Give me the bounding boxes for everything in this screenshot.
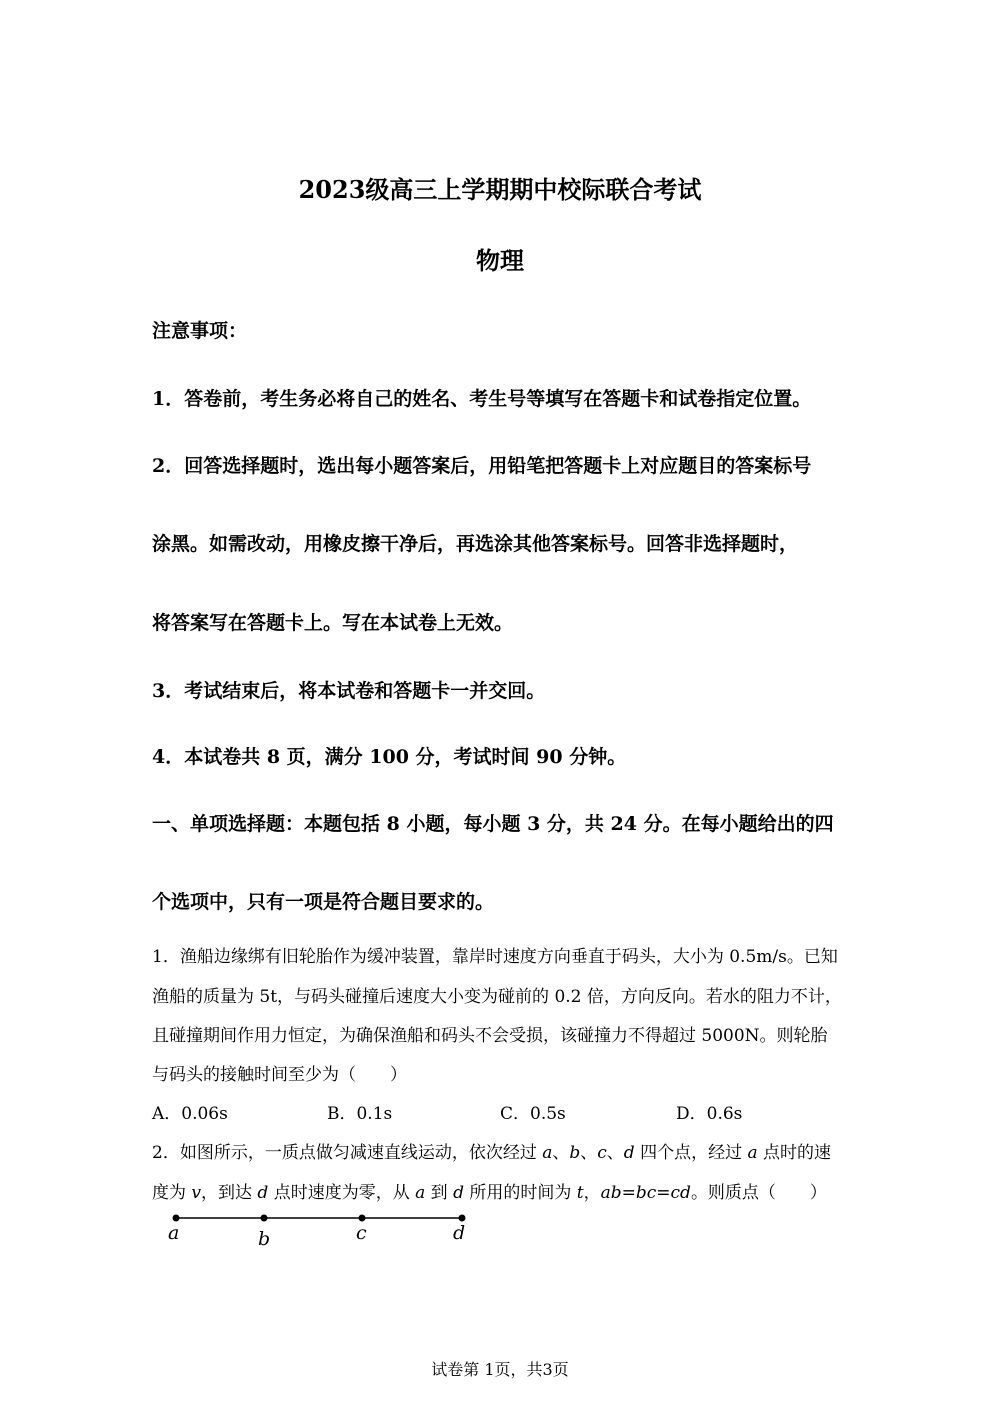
subject-title: 物理 <box>476 246 524 275</box>
page-footer: 试卷第 1页，共3页 <box>431 1360 569 1379</box>
var-d: d <box>623 1143 635 1163</box>
section-heading-cont: 个选项中，只有一项是符合题目要求的。 <box>152 891 495 913</box>
var-a: a <box>415 1183 426 1203</box>
label-d: d <box>453 1222 466 1244</box>
var-a: a <box>747 1143 758 1163</box>
var-c: c <box>597 1143 607 1163</box>
option-b: B．0.1s <box>327 1104 393 1124</box>
question-1-text: 且碰撞期间作用力恒定，为确保渔船和码头不会受损，该碰撞力不得超过 5000N。则轮胎 <box>152 1026 828 1046</box>
point-d <box>459 1215 466 1222</box>
text-run: ， <box>583 1183 601 1203</box>
line-segment-figure <box>160 1205 480 1255</box>
label-a: a <box>168 1222 180 1244</box>
point-b <box>261 1215 268 1222</box>
question-1-text: 1．渔船边缘绑有旧轮胎作为缓冲装置，靠岸时速度方向垂直于码头，大小为 0.5m/s。已知 <box>152 947 838 967</box>
point-a <box>173 1215 180 1222</box>
text-run: 、 <box>580 1143 598 1163</box>
text-run: 2．如图所示，一质点做匀减速直线运动，依次经过 <box>152 1143 543 1163</box>
section-heading: 一、单项选择题：本题包括 8 小题，每小题 3 分，共 24 分。在每小题给出的四 <box>152 813 834 835</box>
var-t: t <box>576 1183 584 1203</box>
notice-line: 3．考试结束后，将本试卷和答题卡一并交回。 <box>152 680 546 702</box>
text-run: 到 <box>425 1183 454 1203</box>
question-1-text: 与码头的接触时间至少为（ ） <box>152 1065 407 1085</box>
var-d: d <box>257 1183 269 1203</box>
question-2-text <box>152 1178 827 1203</box>
text-run: 、 <box>606 1143 624 1163</box>
notice-line: 涂黑。如需改动，用橡皮擦干净后，再选涂其他答案标号。回答非选择题时， <box>152 533 799 555</box>
text-run: 。则质点（ ） <box>690 1183 827 1203</box>
text-run: 点时的速 <box>757 1143 832 1163</box>
text-run: ，到达 <box>201 1183 258 1203</box>
exam-title: 2023级高三上学期期中校际联合考试 <box>298 175 702 204</box>
notice-heading: 注意事项： <box>152 320 248 342</box>
equation: ab=bc=cd <box>600 1183 691 1203</box>
notice-line: 2．回答选择题时，选出每小题答案后，用铅笔把答题卡上对应题目的答案标号 <box>152 455 812 477</box>
point-c <box>359 1215 366 1222</box>
text-run: 度为 <box>152 1183 192 1203</box>
option-d: D．0.6s <box>676 1104 743 1124</box>
question-1-text: 渔船的质量为 5t，与码头碰撞后速度大小变为碰前的 0.2 倍，方向反向。若水的阻力不计， <box>152 987 842 1007</box>
option-a: A．0.06s <box>152 1104 228 1124</box>
option-c: C．0.5s <box>500 1104 566 1124</box>
text-run: 点时速度为零，从 <box>268 1183 416 1203</box>
var-a: a <box>542 1143 553 1163</box>
text-run: 所用的时间为 <box>463 1183 577 1203</box>
text-run: 、 <box>552 1143 570 1163</box>
var-v: v <box>191 1183 202 1203</box>
question-2-text <box>152 1138 831 1163</box>
label-b: b <box>258 1228 271 1250</box>
notice-line: 1．答卷前，考生务必将自己的姓名、考生号等填写在答题卡和试卷指定位置。 <box>152 388 812 410</box>
var-b: b <box>569 1143 581 1163</box>
label-c: c <box>356 1222 367 1244</box>
notice-line: 将答案写在答题卡上。写在本试卷上无效。 <box>152 612 514 634</box>
text-run: 四个点，经过 <box>634 1143 748 1163</box>
var-d: d <box>453 1183 464 1203</box>
notice-line: 4．本试卷共 8 页，满分 100 分，考试时间 90 分钟。 <box>152 746 627 768</box>
